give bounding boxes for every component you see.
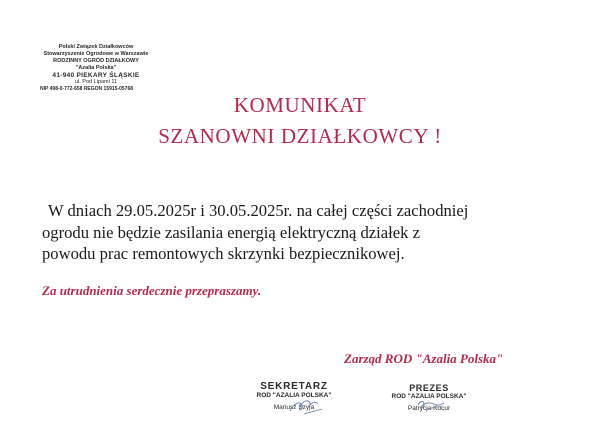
stamp-line: Stowarzyszenie Ogrodowe w Warszawie — [43, 51, 149, 57]
stamp-tax-ids: NIP 498-0-772-658 REGON 15915-05768 — [40, 86, 134, 92]
secretary-name: Mariusz Szyja — [273, 404, 315, 411]
board-signature-line: Zarząd ROD "Azalia Polska" — [344, 351, 504, 366]
body-line: ogrodu nie będzie zasilania energią elektryczną działek z — [42, 222, 420, 242]
secretary-org: ROD "AZALIA POLSKA" — [256, 392, 332, 399]
organization-stamp — [40, 44, 152, 93]
president-signature-block — [384, 383, 474, 413]
announcement-body — [42, 200, 572, 265]
announcement-greeting: SZANOWNI DZIAŁKOWCY ! — [158, 124, 442, 148]
body-line: W dniach 29.05.2025r i 30.05.2025r. na całej części zachodniej — [48, 201, 469, 220]
body-line: powodu prac remontowych skrzynki bezpiecznikowej. — [42, 244, 405, 263]
secretary-handwritten-signature — [244, 381, 344, 421]
secretary-signature-block — [244, 381, 344, 412]
secretary-role: SEKRETARZ — [260, 381, 328, 392]
stamp-line: "Azalia Polska" — [75, 65, 117, 71]
president-handwritten-signature — [384, 383, 474, 423]
stamp-address: ul. Pod Lipami 11 — [74, 79, 118, 85]
president-org: ROD "AZALIA POLSKA" — [391, 393, 467, 400]
president-role: PREZES — [409, 383, 449, 393]
stamp-line: RODZINNY OGRÓD DZIAŁKOWY — [53, 58, 139, 64]
apology-note: Za utrudnienia serdecznie przepraszamy. — [42, 283, 262, 298]
stamp-line: Polski Związek Działkowców — [58, 44, 134, 50]
president-name: Patrycja Kocur — [407, 405, 451, 412]
stamp-city: 41-940 PIEKARY ŚLĄSKIE — [52, 72, 140, 79]
announcement-title: KOMUNIKAT — [233, 93, 367, 117]
